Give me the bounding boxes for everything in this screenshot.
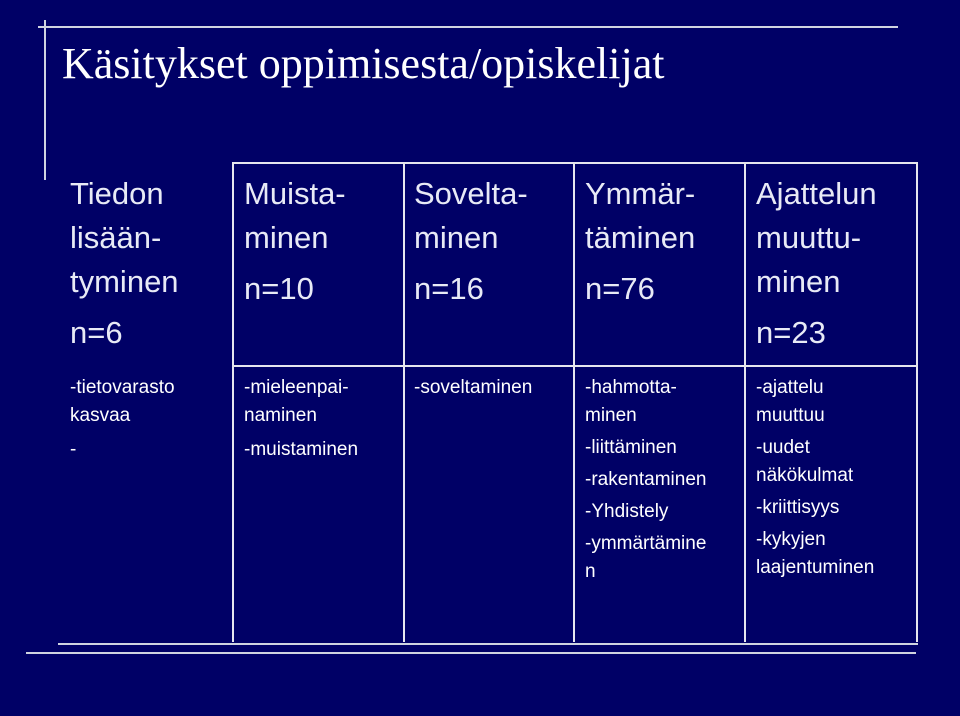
table-bottom-rule xyxy=(58,643,918,645)
bottom-rule xyxy=(26,652,916,654)
header-line: muuttu- xyxy=(756,220,862,255)
item-line: -muistaminen xyxy=(244,439,359,460)
list-item xyxy=(70,374,175,430)
header-line: Ymmär- xyxy=(585,176,696,211)
item-line: -mieleenpai- xyxy=(244,377,349,398)
item-line: n xyxy=(585,561,596,582)
list-item xyxy=(244,436,358,464)
list-item xyxy=(585,530,706,586)
header-line: Ajattelun xyxy=(756,176,877,211)
header-count: n=6 xyxy=(70,315,123,350)
list-item xyxy=(756,374,874,430)
slide-title: Käsitykset oppimisesta/opiskelijat xyxy=(62,39,665,88)
item-line: -tietovarasto xyxy=(70,377,175,398)
header-cell-soveltaminen xyxy=(414,172,528,311)
list-item xyxy=(244,374,358,430)
header-bottom-border xyxy=(232,365,918,367)
body-cell-ajattelun-muuttuminen xyxy=(756,374,874,586)
header-cell-muistaminen xyxy=(244,172,346,311)
header-cell-tiedon xyxy=(70,172,179,355)
item-line: -kykyjen xyxy=(756,529,826,550)
column-divider xyxy=(744,162,746,642)
item-line: -kriittisyys xyxy=(756,497,840,518)
header-cell-ymmartaminen xyxy=(585,172,695,311)
list-item xyxy=(585,498,706,526)
item-line: -rakentaminen xyxy=(585,469,707,490)
column-divider xyxy=(232,162,234,642)
body-cell-soveltaminen xyxy=(414,374,532,408)
header-cell-ajattelun-muuttuminen xyxy=(756,172,877,355)
item-line: laajentuminen xyxy=(756,557,875,578)
item-line: naminen xyxy=(244,405,317,426)
item-line: näkökulmat xyxy=(756,465,854,486)
item-line: -Yhdistely xyxy=(585,501,669,522)
item-line: -ymmärtämine xyxy=(585,533,707,554)
body-cell-ymmartaminen xyxy=(585,374,706,590)
header-line: minen xyxy=(244,220,329,255)
header-line: täminen xyxy=(585,220,696,255)
list-item xyxy=(756,526,874,582)
header-count: n=76 xyxy=(585,271,655,306)
item-line: -hahmotta- xyxy=(585,377,677,398)
header-count: n=16 xyxy=(414,271,484,306)
list-item xyxy=(756,494,874,522)
header-count: n=23 xyxy=(756,315,826,350)
header-line: minen xyxy=(756,264,841,299)
item-line: - xyxy=(70,439,77,460)
body-cell-tiedon xyxy=(70,374,175,470)
header-line: Tiedon xyxy=(70,176,164,211)
item-line: minen xyxy=(585,405,637,426)
item-line: -ajattelu xyxy=(756,377,824,398)
list-item xyxy=(414,374,532,402)
list-item xyxy=(70,436,175,464)
list-item xyxy=(585,434,706,462)
column-divider xyxy=(916,162,918,642)
header-line: minen xyxy=(414,220,499,255)
top-rule xyxy=(38,26,898,28)
list-item xyxy=(756,434,874,490)
item-line: muuttuu xyxy=(756,405,825,426)
header-line: Muista- xyxy=(244,176,346,211)
body-cell-muistaminen xyxy=(244,374,358,470)
column-divider xyxy=(573,162,575,642)
list-item xyxy=(585,374,706,430)
header-line: lisään- xyxy=(70,220,162,255)
item-line: -liittäminen xyxy=(585,437,677,458)
header-count: n=10 xyxy=(244,271,314,306)
list-item xyxy=(585,466,706,494)
table-top-border xyxy=(232,162,918,164)
item-line: kasvaa xyxy=(70,405,131,426)
conceptions-table xyxy=(60,162,918,642)
header-line: tyminen xyxy=(70,264,179,299)
item-line: -soveltaminen xyxy=(414,377,533,398)
column-divider xyxy=(403,162,405,642)
header-line: Sovelta- xyxy=(414,176,528,211)
left-rule xyxy=(44,20,46,180)
item-line: -uudet xyxy=(756,437,810,458)
